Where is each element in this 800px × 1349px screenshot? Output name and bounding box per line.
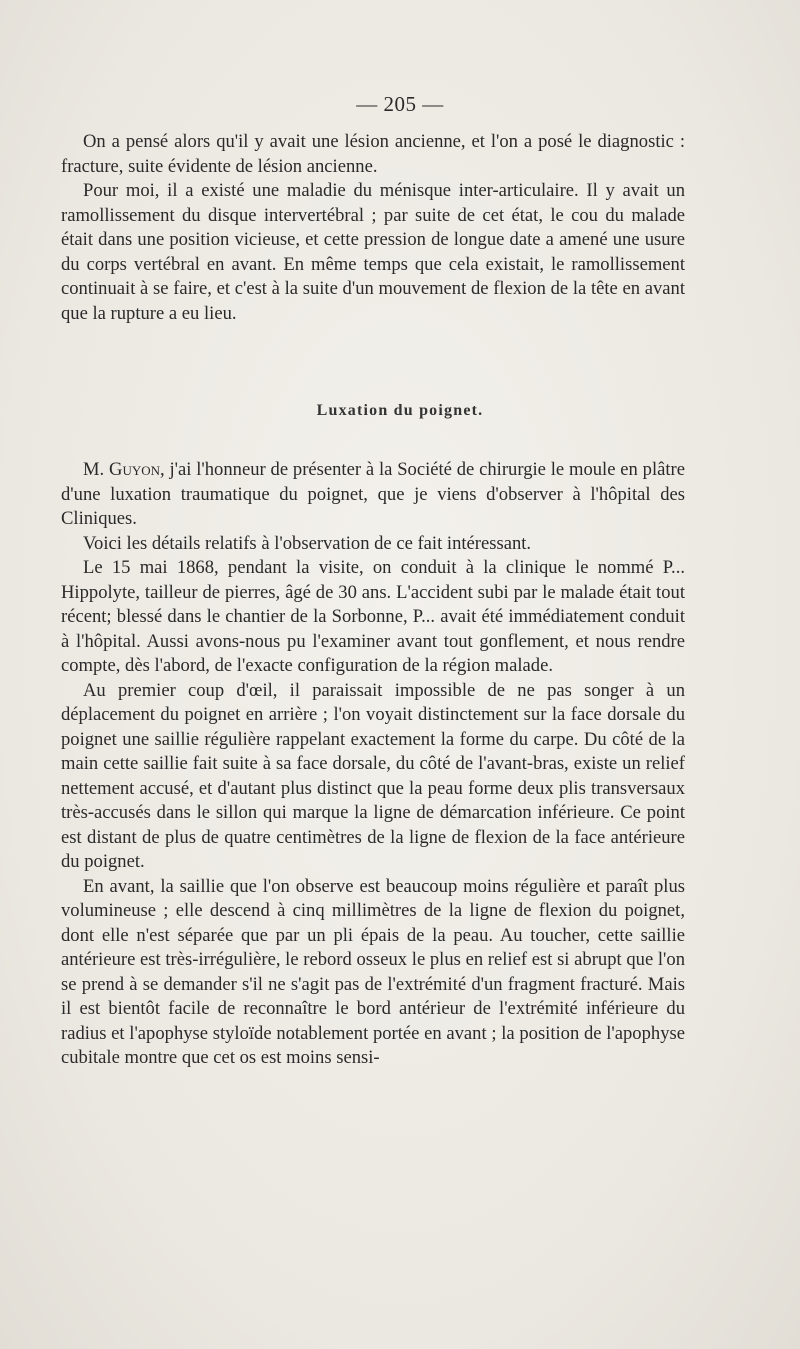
paragraph: On a pensé alors qu'il y avait une lésion ancienne, et l'on a posé le diagnostic : fracture, suite évidente de lésion ancienne. (61, 131, 685, 177)
paragraph: Au premier coup d'œil, il paraissait impossible de ne pas songer à un déplacement du poignet en arrière ; l'on voyait distinctement sur la face dorsale du poignet une saillie régulière rappelant exactement la forme du carpe. Du côté de la main cette saillie fait suite à sa face dorsale, du côté de l'avant-bras, existe un relief nettement accusé, et d'autant plus distinct que la peau forme deux plis transversaux très-accusés dans le sillon qui marque la ligne de démarcation inférieure. Ce point est distant de plus de quatre centimètres de la ligne de flexion de la face antérieure du poignet. (61, 679, 685, 872)
paragraph-guyon (61, 458, 685, 532)
text-block-bottom (61, 458, 685, 1071)
paragraph-text: , j'ai l'honneur de présenter à la Société de chirurgie le moule en plâtre d'une luxation traumatique du poignet, que je viens d'observer à l'hôpital des Cliniques. (61, 459, 685, 529)
paragraph: Le 15 mai 1868, pendant la visite, on conduit à la clinique le nommé P... Hippolyte, tailleur de pierres, âgé de 30 ans. L'accident subi par le malade était tout récent; blessé dans le chantier de la Sorbonne, P... avait été immédiatement conduit à l'hôpital. Aussi avons-nous pu l'examiner avant tout gonflement, et nous rendre compte, dès l'abord, de l'exacte configuration de la région malade. (61, 557, 685, 676)
section-title: Luxation du poignet. (316, 402, 484, 419)
paragraph: Pour moi, il a existé une maladie du ménisque inter-articulaire. Il y avait un ramollissement du disque intervertébral ; par suite de cet état, le cou du malade était dans une position vicieuse, et cette pression de longue date a amené une usure du corps vertébral en avant. En même temps que cela existait, le ramollissement continuait à se faire, et c'est à la suite d'un mouvement de flexion de la tête en avant que la rupture a eu lieu. (61, 180, 685, 324)
author-name: Guyon (109, 459, 160, 480)
paragraph: Voici les détails relatifs à l'observation de ce fait intéressant. (83, 532, 532, 554)
text-block-top (61, 130, 685, 326)
paragraph-prefix: M. (83, 459, 110, 480)
paragraph: En avant, la saillie que l'on observe est beaucoup moins régulière et paraît plus volumineuse ; elle descend à cinq millimètres de la ligne de flexion du poignet, dont elle n'est séparée que par un pli épais de la peau. Au toucher, cette saillie antérieure est très-irrégulière, le rebord osseux le plus en relief est si abrupt que l'on se prend à se demander s'il ne s'agit pas de l'extrémité d'un fragment fracturé. Mais il est bientôt facile de reconnaître le bord antérieur de l'extrémité inférieure du radius et l'apophyse styloïde notablement portée en avant ; la position de l'apophyse cubitale montre que cet os est moins sensi- (61, 875, 685, 1068)
page-number: — 205 — (356, 92, 444, 116)
